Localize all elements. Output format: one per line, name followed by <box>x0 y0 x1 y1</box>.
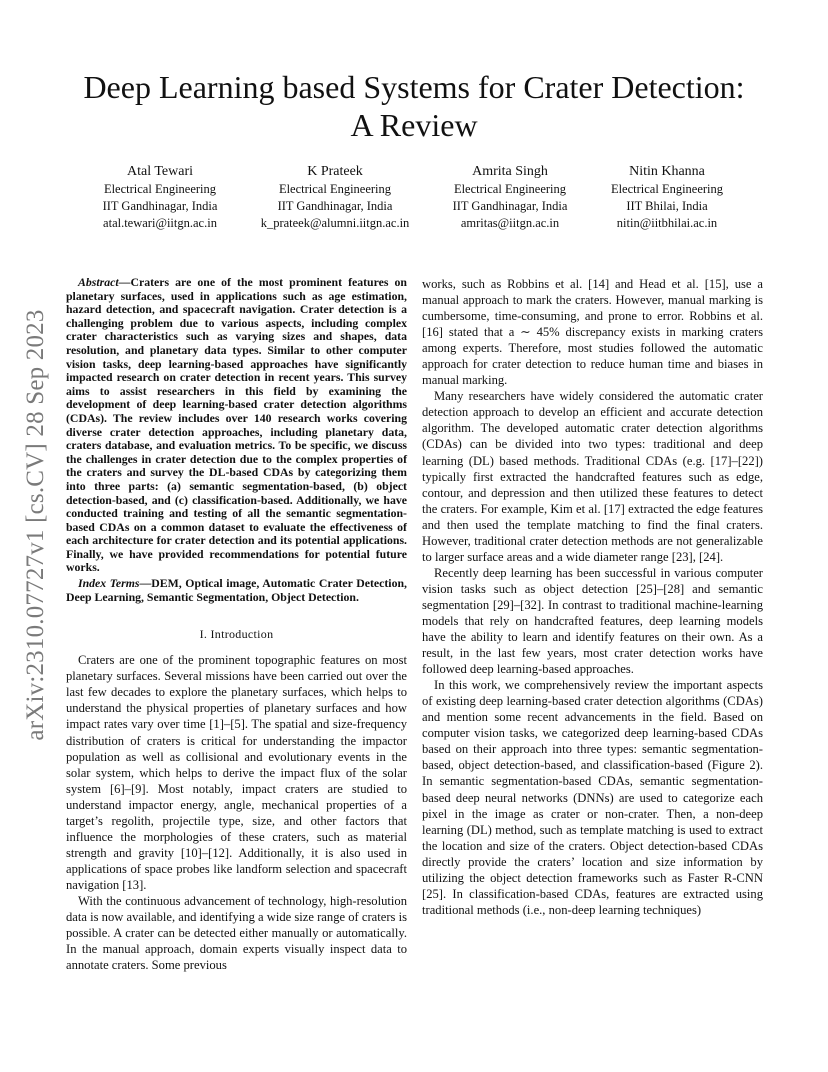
author-institution: IIT Gandhinagar, India <box>277 199 393 213</box>
section-heading: I. Introduction <box>199 627 274 642</box>
abstract <box>66 276 407 575</box>
paragraph: Craters are one of the prominent topographic features on most planetary surfaces. Several missions have been carried out over the last few decades to explore the planetary surfaces, which helps to understand the physical properties of planetary surfaces and how impact rates vary over time [1]–[5]. The spatial and size-frequency distribution of craters is critical for understanding the impactor population as well as collisional and evolutionary events in the solar system, which helps to derive the impact flux of the solar system [6]–[9]. Most notably, impact craters are studied to understand impactor energy, angle, mechanical properties of a target’s regolith, projectile type, size, and other factors that influence the morphologies of these craters, such as material strength and gravity [10]–[12]. Additionally, it is also used in applications of space probes like landform selection and spacecraft navigation [13]. <box>66 653 407 892</box>
title-line: Deep Learning based Systems for Crater Detection: <box>83 69 745 105</box>
author-email: amritas@iitgn.ac.in <box>460 216 560 230</box>
author-name: Atal Tewari <box>126 164 193 179</box>
author-card <box>60 162 260 232</box>
author-name: Amrita Singh <box>472 164 548 179</box>
author-name: Nitin Khanna <box>629 164 705 179</box>
author-email: nitin@iitbhilai.ac.in <box>616 216 718 230</box>
paragraph: Many researchers have widely considered the automatic crater detection approach to develop an efficient and accurate detection algorithm. The developed automatic crater detection algorithms (CDAs) can be divided into two types: traditional and deep learning (DL) based methods. Traditional CDAs (e.g. [17]–[22]) typically first extracted the handcrafted features such as edge, contour, and depression and then utilized these features to detect the craters. For example, Kim et al. [17] extracted the edge features and then used the template matching to find the final craters. However, traditional crater detection methods are not generalizable to larger surface areas and a wide diameter range [23], [24]. <box>422 389 763 564</box>
author-name: K Prateek <box>307 164 363 179</box>
author-department: Electrical Engineering <box>610 182 724 196</box>
paragraph: In this work, we comprehensively review the important aspects of existing deep learning-based crater detection algorithms (CDAs) and mention some recent advancements in the field. Based on computer vision tasks, we categorized deep learning-based CDAs based on their approach into three types: semantic segmentation-based, object detection-based, and classification-based (Figure 2). In semantic segmentation-based CDAs, semantic segmentation-based deep neural networks (DNNs) are used to categorize each pixel in the image as crater or non-crater. Then, a non-deep learning (DL) method, such as template matching is used to extract the location and size of the craters. Object detection-based CDAs directly provide the craters’ location and size information by utilizing the object detection frameworks such as Faster R-CNN [25]. In classification-based CDAs, features are extracted using traditional methods (i.e., non-deep learning techniques) <box>422 678 763 917</box>
abstract-text: —Craters are one of the most prominent features on planetary surfaces, used in applications such as age estimation, hazard detection, and spacecraft navigation. Crater detection is a challenging problem due to various aspects, including complex crater characteristics such as varying sizes and shapes, data resolution, and planetary data types. Similar to other computer vision tasks, deep learning-based approaches have significantly impacted research on crater detection in recent years. This survey aims to assist researchers in this field by examining the development of deep learning-based crater detection algorithms (CDAs). The review includes over 140 research works covering diverse crater detection approaches, including planetary data, craters database, and evaluation metrics. To be specific, we discuss the challenges in crater detection due to the complex properties of the craters and survey the DL-based CDAs by categorizing them into three parts: (a) semantic segmentation-based, (b) object detection-based, and (c) classification-based. Additionally, we have conducted training and testing of all the semantic segmentation-based CDAs on a common dataset to evaluate the effectiveness of each architecture for crater detection and its potential applications. Finally, we have provided recommendations for potential future works. <box>66 275 407 575</box>
abstract-label: Abstract <box>78 275 119 289</box>
author-block <box>70 162 760 236</box>
author-card <box>567 162 767 232</box>
author-department: Electrical Engineering <box>278 182 392 196</box>
index-terms <box>66 577 407 604</box>
arxiv-stamp <box>21 290 51 760</box>
author-department: Electrical Engineering <box>453 182 567 196</box>
author-email: atal.tewari@iitgn.ac.in <box>103 216 217 230</box>
paragraph: works, such as Robbins et al. [14] and Head et al. [15], use a manual approach to mark the craters. However, manual marking is cumbersome, time-consuming, and prone to error. Robbins et al. [16] stated that a ∼ 45% discrepancy exists in marking craters among experts. Therefore, most studies followed the automatic approach for crater detection to reduce human time and biases in manual marking. <box>422 277 763 388</box>
paragraph: Recently deep learning has been successful in various computer vision tasks such as object detection [25]–[28] and semantic segmentation [29]–[32]. In contrast to traditional machine-learning models that rely on handcrafted features, deep learning models have the ability to learn and identify features on their own. As a result, in the last few years, most crater detection works have followed deep learning-based approaches. <box>422 565 763 677</box>
paragraph: With the continuous advancement of technology, high-resolution data is now available, and identifying a wide size range of craters is possible. A crater can be detected either manually or automatically. In the manual approach, domain experts visually inspect data to annotate craters. Some previous <box>66 894 407 973</box>
index-terms-label: Index Terms <box>78 576 140 591</box>
paper-title <box>40 68 788 144</box>
author-institution: IIT Bhilai, India <box>626 199 708 213</box>
author-institution: IIT Gandhinagar, India <box>452 199 568 213</box>
arxiv-stamp-text: arXiv:2310.07727v1 [cs.CV] 28 Sep 2023 <box>22 309 49 741</box>
right-column <box>422 276 763 918</box>
author-department: Electrical Engineering <box>103 182 217 196</box>
author-card <box>235 162 435 232</box>
left-column <box>66 276 407 973</box>
author-email: k_prateek@alumni.iitgn.ac.in <box>260 216 410 230</box>
index-terms-text: —DEM, Optical image, Automatic Crater Detection, Deep Learning, Semantic Segmentation, Object Detection. <box>66 576 407 604</box>
author-institution: IIT Gandhinagar, India <box>102 199 218 213</box>
title-line: A Review <box>350 107 478 143</box>
